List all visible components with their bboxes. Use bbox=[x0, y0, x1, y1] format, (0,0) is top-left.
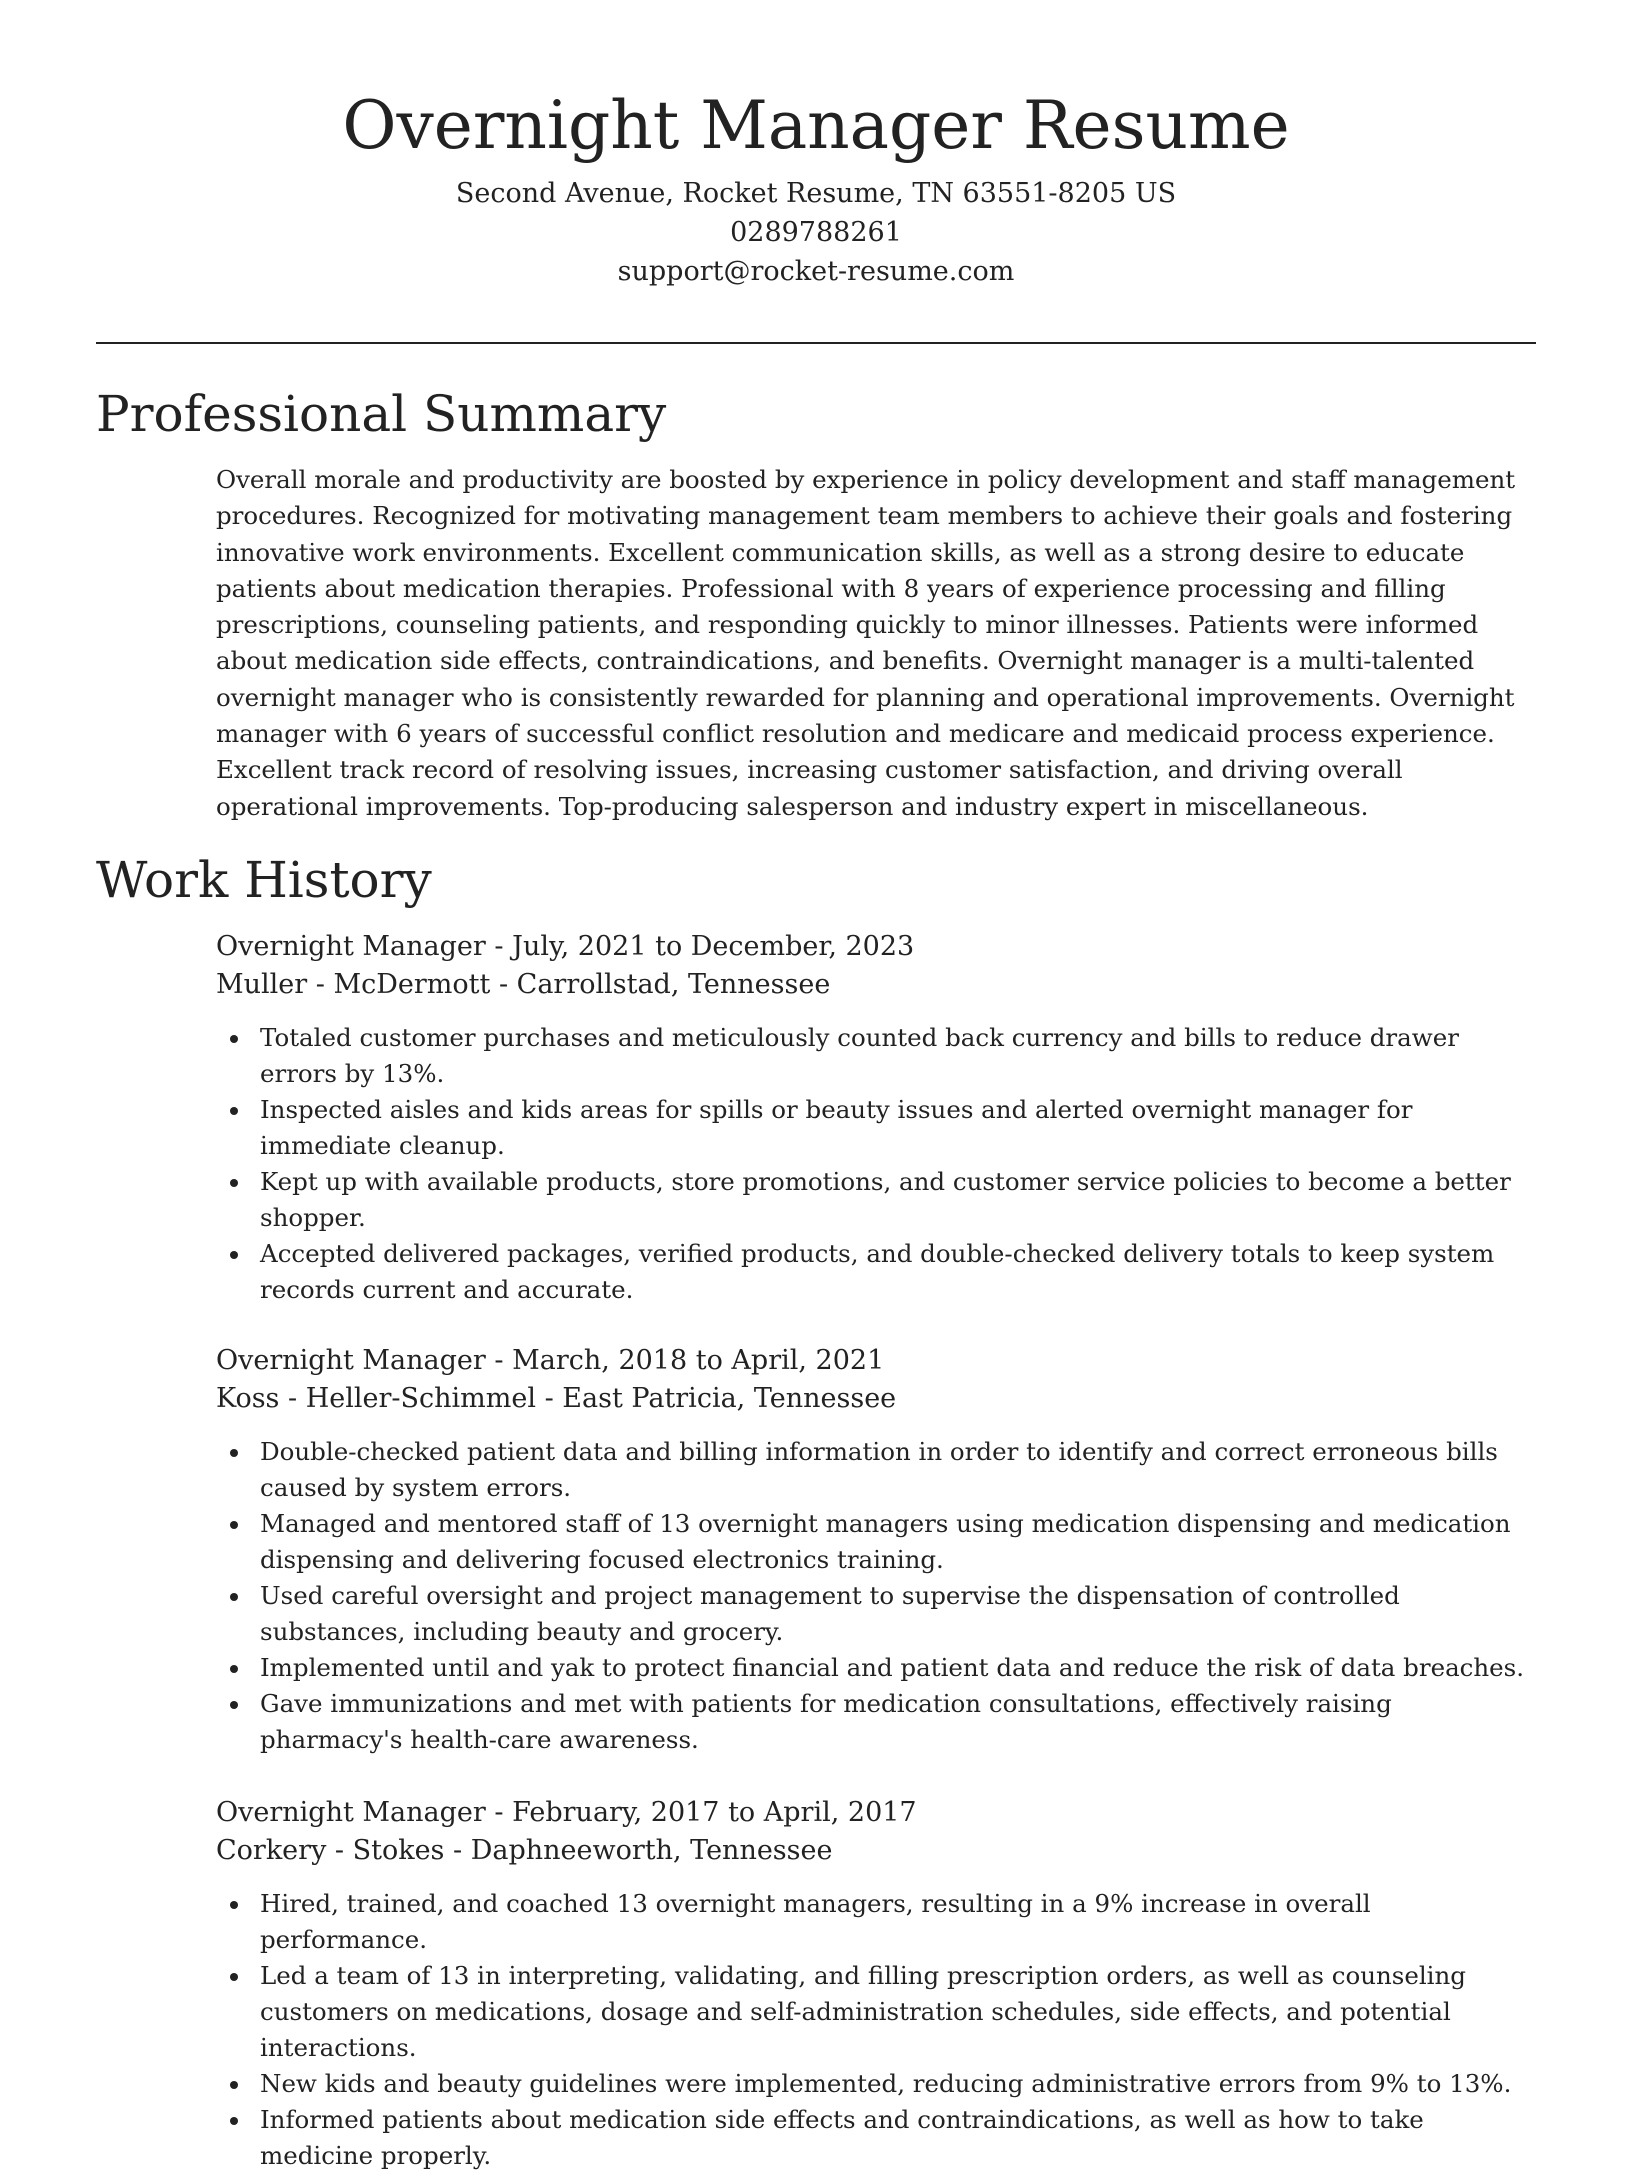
job-dates: July, 2021 to December, 2023 bbox=[512, 931, 915, 962]
bullet-icon bbox=[230, 1521, 238, 1529]
bullet-text: Kept up with available products, store promotions, and customer service policies to become a better shopper. bbox=[260, 1167, 1511, 1232]
summary-text: Overall morale and productivity are boosted by experience in policy development and staff management procedures. Recognized for motivating management team members to achieve their goals and fostering innovative work environments. Excellent communication skills, as well as a strong desire to educate patients about medication therapies. Professional with 8 years of experience processing and filling prescriptions, counseling patients, and responding quickly to minor illnesses. Patients were informed about medication side effects, contraindications, and benefits. Overnight manager is a multi-talented overnight manager who is consistently rewarded for planning and operational improvements. Overnight manager with 6 years of successful conflict resolution and medicare and medicaid process experience. Excellent track record of resolving issues, increasing customer satisfaction, and driving overall operational improvements. Top-producing salesperson and industry expert in miscellaneous. bbox=[216, 465, 1516, 821]
bullet-text: Inspected aisles and kids areas for spills or beauty issues and alerted overnight manager for immediate cleanup. bbox=[260, 1095, 1413, 1160]
bullet-icon bbox=[230, 2081, 238, 2089]
job-title: Overnight Manager bbox=[216, 1797, 486, 1828]
job-company-line bbox=[216, 966, 1536, 1004]
job-location: Carrollstad, Tennessee bbox=[516, 969, 831, 1000]
bullet-icon bbox=[230, 1973, 238, 1981]
bullet-icon bbox=[230, 1593, 238, 1601]
work-history-heading: Work History bbox=[96, 851, 432, 909]
bullet-icon bbox=[230, 2117, 238, 2125]
list-item bbox=[216, 2102, 1536, 2174]
job-entry bbox=[216, 1342, 1536, 1758]
job-bullet-list bbox=[216, 1886, 1536, 2174]
job-separator: - bbox=[453, 1835, 471, 1866]
job-title-line bbox=[216, 928, 1536, 966]
job-title: Overnight Manager bbox=[216, 1345, 486, 1376]
summary-heading: Professional Summary bbox=[96, 385, 667, 443]
job-company-line bbox=[216, 1832, 1536, 1870]
bullet-text: Hired, trained, and coached 13 overnight managers, resulting in a 9% increase in overall performance. bbox=[260, 1889, 1371, 1954]
job-title-line bbox=[216, 1794, 1536, 1832]
contact-address: Second Avenue, Rocket Resume, TN 63551-8205 US bbox=[455, 178, 1177, 209]
bullet-icon bbox=[230, 1251, 238, 1259]
bullet-icon bbox=[230, 1449, 238, 1457]
list-item bbox=[216, 1434, 1536, 1506]
header-divider bbox=[96, 342, 1536, 344]
job-company: Muller - McDermott bbox=[216, 969, 491, 1000]
list-item bbox=[216, 1958, 1536, 2066]
job-separator: - bbox=[494, 1345, 513, 1376]
job-company-line bbox=[216, 1380, 1536, 1418]
list-item bbox=[216, 1236, 1536, 1308]
bullet-text: Accepted delivered packages, verified products, and double-checked delivery totals to keep system records current and accurate. bbox=[260, 1239, 1495, 1304]
job-title-line bbox=[216, 1342, 1536, 1380]
bullet-text: Implemented until and yak to protect financial and patient data and reduce the risk of data breaches. bbox=[260, 1653, 1525, 1682]
resume-header bbox=[0, 78, 1632, 291]
bullet-text: Used careful oversight and project management to supervise the dispensation of controlled substances, including beauty and grocery. bbox=[260, 1581, 1400, 1646]
job-bullet-list bbox=[216, 1020, 1536, 1308]
list-item bbox=[216, 1164, 1536, 1236]
list-item bbox=[216, 1650, 1536, 1686]
job-location: Daphneeworth, Tennessee bbox=[470, 1835, 833, 1866]
job-separator: - bbox=[544, 1383, 563, 1414]
bullet-text: Managed and mentored staff of 13 overnight managers using medication dispensing and medication dispensing and delivering focused electronics training. bbox=[260, 1509, 1511, 1574]
job-location: East Patricia, Tennessee bbox=[562, 1383, 897, 1414]
bullet-icon bbox=[230, 1107, 238, 1115]
list-item bbox=[216, 1886, 1536, 1958]
job-dates: February, 2017 to April, 2017 bbox=[512, 1797, 917, 1828]
job-separator: - bbox=[494, 1797, 513, 1828]
job-title: Overnight Manager bbox=[216, 931, 486, 962]
bullet-text: Led a team of 13 in interpreting, validating, and filling prescription orders, as well as counseling customers on medications, dosage and self-administration schedules, side effects, and potential interactions. bbox=[260, 1961, 1466, 2062]
job-company: Koss - Heller-Schimmel bbox=[216, 1383, 536, 1414]
bullet-icon bbox=[230, 1035, 238, 1043]
bullet-text: Totaled customer purchases and meticulously counted back currency and bills to reduce drawer errors by 13%. bbox=[260, 1023, 1459, 1088]
job-entry bbox=[216, 1794, 1536, 2174]
bullet-icon bbox=[230, 1901, 238, 1909]
job-company: Corkery - Stokes bbox=[216, 1835, 445, 1866]
list-item bbox=[216, 1506, 1536, 1578]
job-entry bbox=[216, 928, 1536, 1308]
list-item bbox=[216, 1020, 1536, 1092]
bullet-text: New kids and beauty guidelines were implemented, reducing administrative errors from 9% to 13%. bbox=[260, 2069, 1512, 2098]
resume-title: Overnight Manager Resume bbox=[342, 87, 1290, 164]
contact-phone: 0289788261 bbox=[730, 217, 902, 248]
bullet-text: Double-checked patient data and billing information in order to identify and correct erroneous bills caused by system errors. bbox=[260, 1437, 1498, 1502]
bullet-text: Gave immunizations and met with patients for medication consultations, effectively raising pharmacy's health-care awareness. bbox=[260, 1689, 1392, 1754]
bullet-icon bbox=[230, 1701, 238, 1709]
list-item bbox=[216, 2066, 1536, 2102]
list-item bbox=[216, 1092, 1536, 1164]
bullet-icon bbox=[230, 1179, 238, 1187]
job-bullet-list bbox=[216, 1434, 1536, 1758]
list-item bbox=[216, 1686, 1536, 1758]
bullet-icon bbox=[230, 1665, 238, 1673]
list-item bbox=[216, 1578, 1536, 1650]
job-separator: - bbox=[498, 969, 517, 1000]
bullet-text: Informed patients about medication side effects and contraindications, as well as how to take medicine properly. bbox=[260, 2105, 1424, 2170]
job-separator: - bbox=[494, 931, 513, 962]
job-dates: March, 2018 to April, 2021 bbox=[512, 1345, 885, 1376]
contact-email: support@rocket-resume.com bbox=[617, 256, 1015, 287]
